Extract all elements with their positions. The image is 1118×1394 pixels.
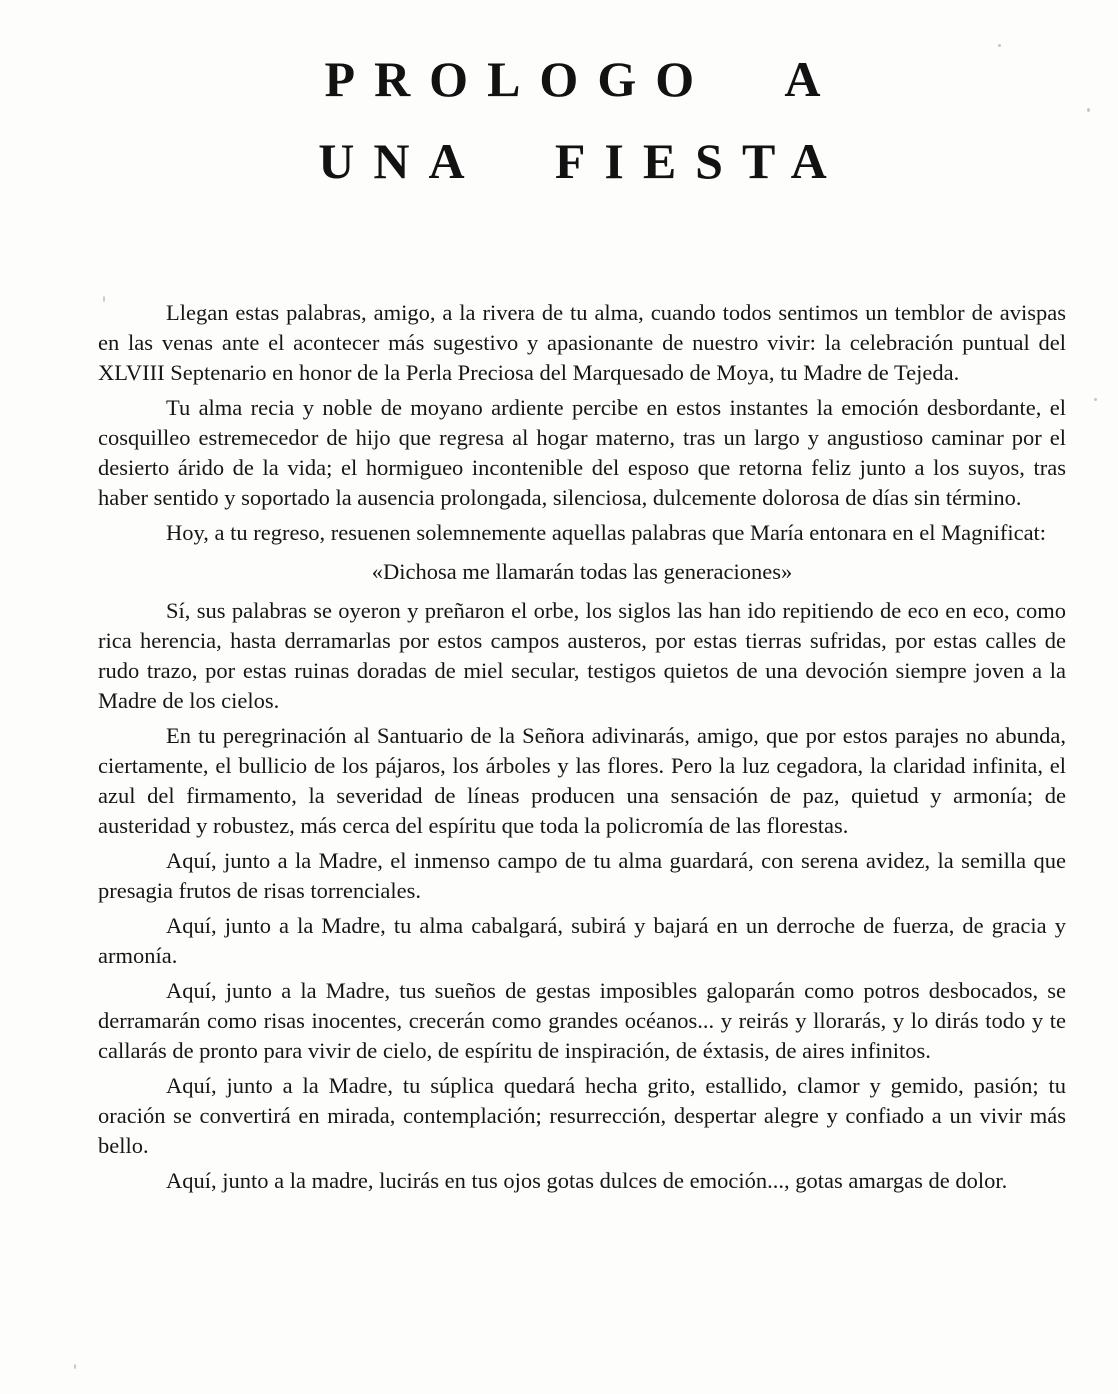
- title-line-1: PROLOGO A: [324, 51, 840, 107]
- paragraph-3: Hoy, a tu regreso, resuenen solemnemente aquellas palabras que María entonara en el Magnificat:: [166, 520, 1047, 545]
- scan-speck: [998, 44, 1001, 47]
- page-title: [98, 38, 1066, 202]
- paragraph-10: Aquí, junto a la Madre, tu súplica quedará hecha grito, estallido, clamor y gemido, pasión; tu oración se convertirá en mirada, contemplación; resurrección, despertar alegre y confiado a un vivir más bello.: [98, 1073, 1066, 1158]
- paragraph-5: Sí, sus palabras se oyeron y preñaron el orbe, los siglos las han ido repitiendo de eco en eco, como rica herencia, hasta derramarlas por estos campos austeros, por estas tierras sufridas, por estas calles de rudo trazo, por estas ruinas doradas de miel secular, testigos quietos de una devoción siempre joven a la Madre de los cielos.: [98, 598, 1066, 713]
- scan-speck: [74, 1364, 76, 1369]
- paragraph-6: En tu peregrinación al Santuario de la Señora adivinarás, amigo, que por estos parajes no abunda, ciertamente, el bullicio de los pájaros, los árboles y las flores. Pero la luz cegadora, la claridad infinita, el azul del firmamento, la severidad de líneas producen una sensación de paz, quietud y armonía; de austeridad y robustez, más cerca del espíritu que toda la policromía de las florestas.: [98, 723, 1066, 838]
- title-line-2: UNA FIESTA: [318, 133, 846, 189]
- paragraph-11: Aquí, junto a la madre, lucirás en tus ojos gotas dulces de emoción..., gotas amargas de dolor.: [166, 1168, 1008, 1193]
- paragraph-2: Tu alma recia y noble de moyano ardiente percibe en estos instantes la emoción desbordante, el cosquilleo estremecedor de hijo que regresa al hogar materno, tras un largo y angustioso caminar por el desierto árido de la vida; el hormigueo incontenible del esposo que retorna feliz junto a los suyos, tras haber sentido y soportado la ausencia prolongada, silenciosa, dulcemente dolorosa de días sin término.: [98, 395, 1066, 510]
- paragraph-7: Aquí, junto a la Madre, el inmenso campo de tu alma guardará, con serena avidez, la semilla que presagia frutos de risas torrenciales.: [98, 848, 1066, 903]
- scan-speck: [103, 296, 105, 302]
- paragraph-1: Llegan estas palabras, amigo, a la rivera de tu alma, cuando todos sentimos un temblor de avispas en las venas ante el acontecer más sugestivo y apasionante de nuestro vivir: la celebración puntual del XLVIII Septenario en honor de la Perla Preciosa del Marquesado de Moya, tu Madre de Tejeda.: [98, 300, 1066, 385]
- quote-line: «Dichosa me llamarán todas las generaciones»: [371, 559, 793, 584]
- paragraph-9: Aquí, junto a la Madre, tus sueños de gestas imposibles galoparán como potros desbocados, se derramarán como risas inocentes, crecerán como grandes océanos... y reirás y llorarás, y lo dirás todo y te callarás de pronto para vivir de cielo, de espíritu de inspiración, de éxtasis, de aires infinitos.: [98, 978, 1066, 1063]
- scan-speck: [1094, 398, 1097, 401]
- document-body: [98, 298, 1066, 1196]
- scan-speck: [1087, 108, 1090, 112]
- paragraph-8: Aquí, junto a la Madre, tu alma cabalgará, subirá y bajará en un derroche de fuerza, de gracia y armonía.: [98, 913, 1066, 968]
